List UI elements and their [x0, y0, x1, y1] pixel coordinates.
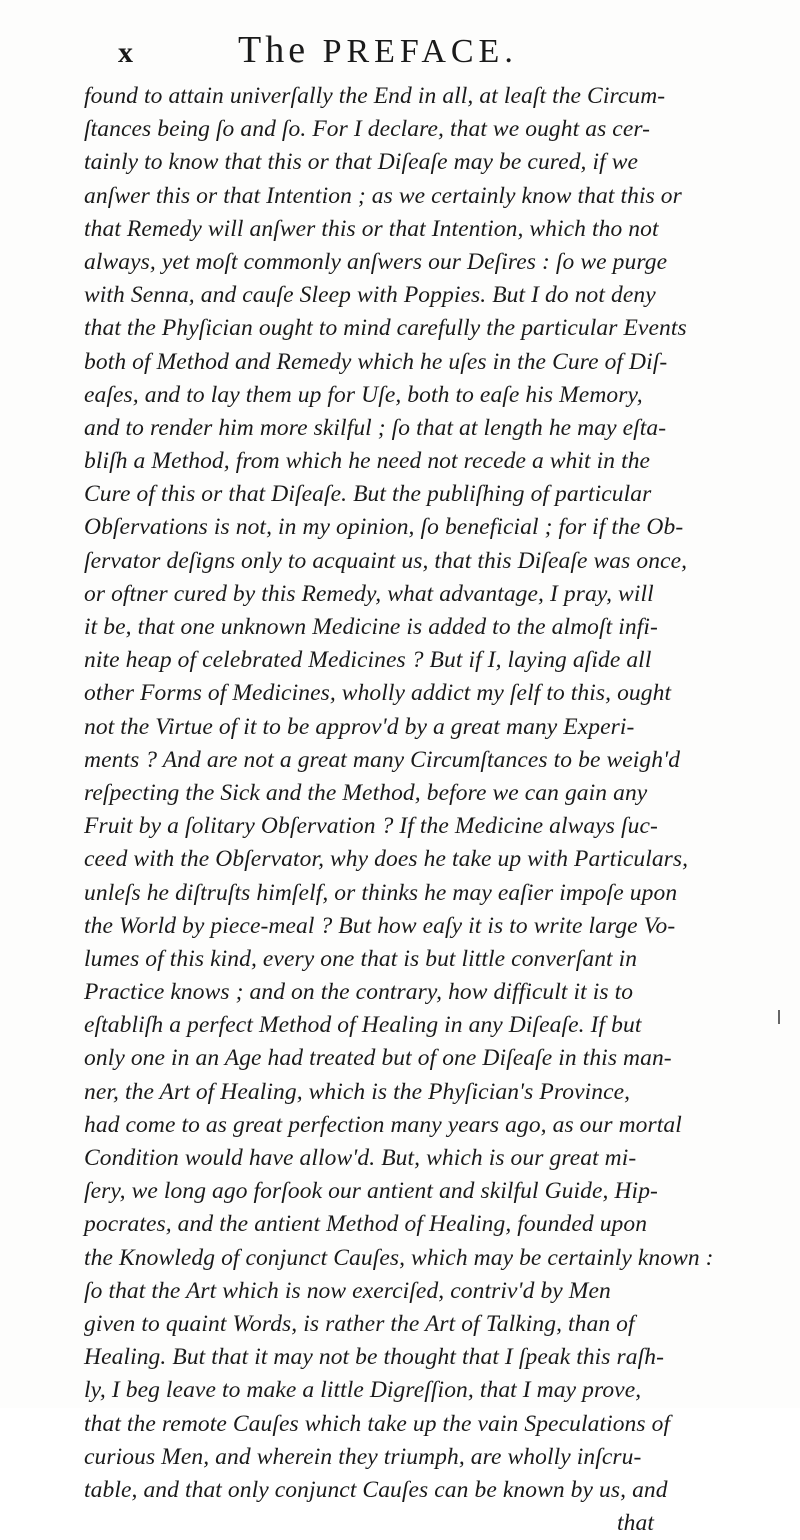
text-line: other Forms of Medicines, wholly addict my ſelf to this, ought	[84, 680, 672, 707]
text-line: that the Phyſician ought to mind carefully the particular Events	[84, 315, 687, 342]
text-line: it be, that one unknown Medicine is added to the almoſt infi-	[84, 614, 658, 640]
page-number: x	[118, 36, 134, 69]
text-line: or oftner cured by this Remedy, what advantage, I pray, will	[84, 580, 654, 607]
text-line: Condition would have allow'd. But, which is our great mi-	[84, 1145, 637, 1171]
text-line: eſtabliſh a perfect Method of Healing in any Diſeaſe. If but	[84, 1012, 642, 1039]
text-line: that Remedy will anſwer this or that Intention, which tho not	[84, 215, 659, 242]
text-line: the World by piece-meal ? But how eaſy it is to write large Vo-	[84, 912, 676, 939]
text-line: ceed with the Obſervator, why does he take up with Particulars,	[84, 846, 689, 873]
text-line: with Senna, and cauſe Sleep with Poppies. But I do not deny	[84, 282, 656, 309]
text-line: ly, I beg leave to make a little Digreſſion, that I may prove,	[84, 1377, 642, 1404]
text-line: ſtances being ſo and ſo. For I declare, that we ought as cer-	[84, 116, 651, 143]
text-line: not the Virtue of it to be approv'd by a great many Experi-	[84, 713, 635, 740]
text-line: unleſs he diſtruſts himſelf, or thinks he may eaſier impoſe upon	[84, 879, 678, 906]
text-line: Cure of this or that Diſeaſe. But the publiſhing of particular	[84, 481, 652, 508]
text-line: eaſes, and to lay them up for Uſe, both to eaſe his Memory,	[84, 381, 643, 408]
text-line: and to render him more skilful ; ſo that at length he may eſta-	[84, 414, 667, 441]
text-line: ſo that the Art which is now exerciſed, contriv'd by Men	[84, 1277, 611, 1304]
text-line: ſery, we long ago forſook our antient and skilful Guide, Hip-	[84, 1178, 658, 1205]
text-line: anſwer this or that Intention ; as we certainly know that this or	[84, 182, 682, 209]
text-line: Fruit by a ſolitary Obſervation ? If the Medicine always ſuc-	[84, 813, 658, 840]
text-line: tainly to know that this or that Diſeaſe may be cured, if we	[84, 149, 639, 176]
margin-mark	[778, 1010, 780, 1024]
text-line: nite heap of celebrated Medicines ? But if I, laying aſide all	[84, 647, 652, 674]
catchword: that	[617, 1510, 654, 1537]
page-header	[0, 28, 800, 78]
text-line: that the remote Cauſes which take up the vain Speculations of	[84, 1410, 671, 1437]
text-line: reſpecting the Sick and the Method, before we can gain any	[84, 779, 648, 806]
running-head-title: PREFACE.	[322, 33, 518, 70]
text-line: Obſervations is not, in my opinion, ſo beneficial ; for if the Ob-	[84, 514, 684, 541]
text-line: bliſh a Method, from which he need not recede a whit in the	[84, 448, 651, 475]
text-line: ſervator deſigns only to acquaint us, that this Diſeaſe was once,	[84, 547, 688, 574]
text-line: Healing. But that it may not be thought that I ſpeak this raſh-	[84, 1344, 665, 1371]
text-line: had come to as great perfection many years ago, as our mortal	[84, 1111, 682, 1138]
text-line: both of Method and Remedy which he uſes in the Cure of Diſ-	[84, 348, 668, 375]
text-line: Practice knows ; and on the contrary, how difficult it is to	[84, 979, 634, 1006]
text-line: lumes of this kind, every one that is but little converſant in	[84, 945, 638, 972]
text-line: always, yet moſt commonly anſwers our Deſires : ſo we purge	[84, 248, 668, 275]
text-line: the Knowledg of conjunct Cauſes, which may be certainly known :	[84, 1244, 714, 1271]
text-line: found to attain univerſally the End in all, at leaſt the Circum-	[84, 83, 666, 109]
text-line: curious Men, and wherein they triumph, are wholly inſcru-	[84, 1443, 642, 1470]
body-text	[84, 80, 764, 1540]
text-line: pocrates, and the antient Method of Healing, founded upon	[84, 1211, 648, 1238]
text-line: ments ? And are not a great many Circumſtances to be weigh'd	[84, 746, 681, 773]
text-line: table, and that only conjunct Cauſes can be known by us, and	[84, 1476, 668, 1503]
running-head-the: The	[238, 29, 323, 71]
running-head	[238, 28, 518, 72]
text-line: given to quaint Words, is rather the Art of Talking, than of	[84, 1310, 635, 1337]
text-line: only one in an Age had treated but of one Diſeaſe in this man-	[84, 1045, 672, 1072]
text-line: ner, the Art of Healing, which is the Phyſician's Province,	[84, 1078, 631, 1105]
